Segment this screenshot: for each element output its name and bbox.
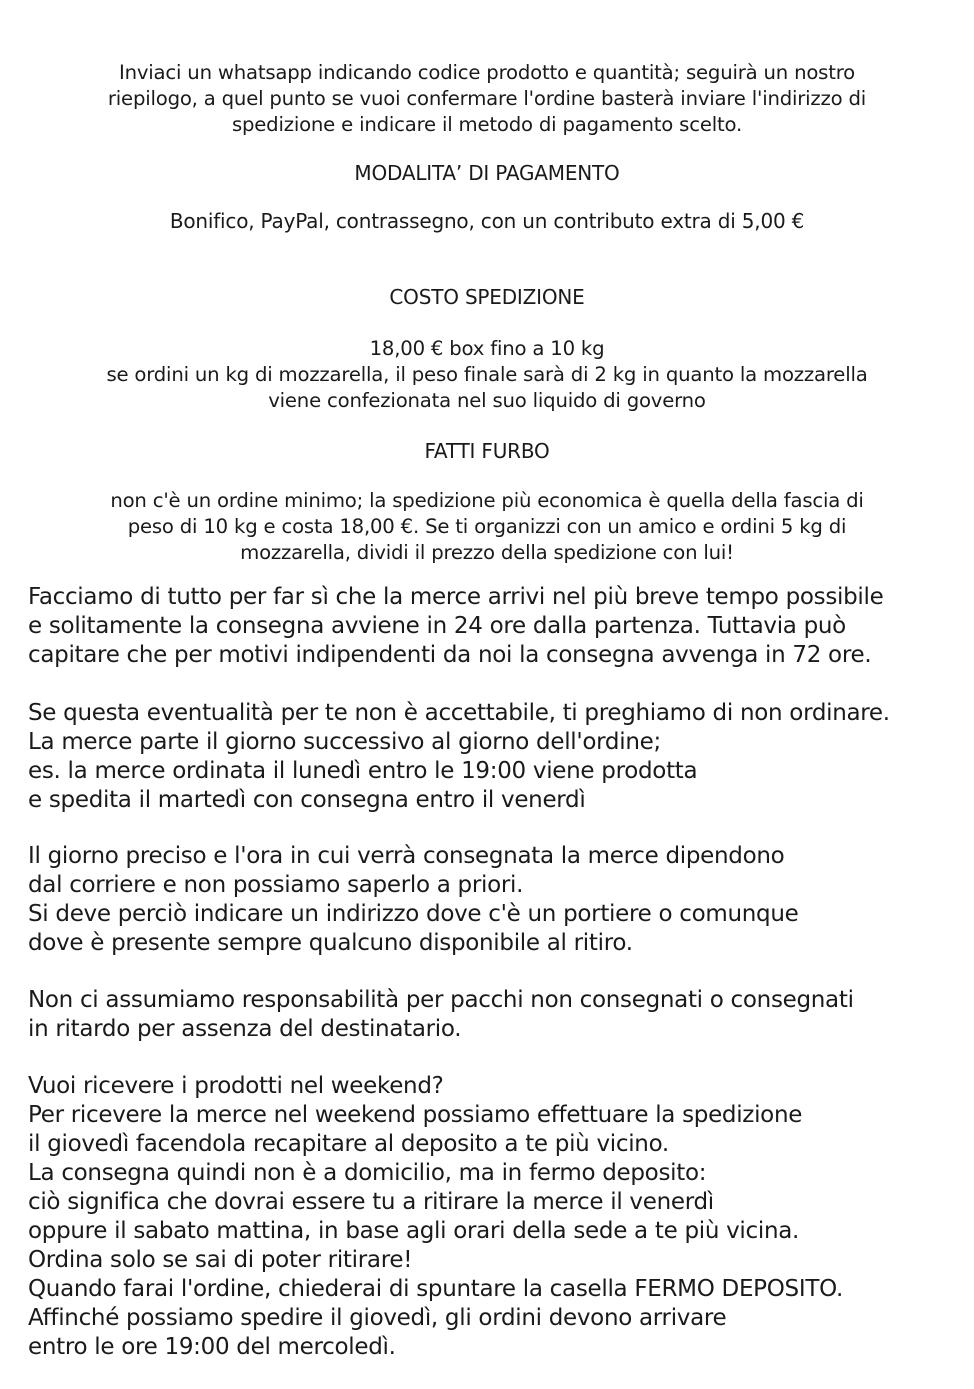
shipping-line: viene confezionata nel suo liquido di governo [268, 389, 706, 412]
delivery-line: Si deve perciò indicare un indirizzo dove c'è un portiere o comunque [28, 901, 799, 927]
delivery-line: La consegna quindi non è a domicilio, ma in fermo deposito: [28, 1160, 707, 1186]
intro-line: spedizione e indicare il metodo di pagamento scelto. [231, 113, 743, 136]
delivery-line: Facciamo di tutto per far sì che la merce arrivi nel più breve tempo possibile [28, 584, 884, 610]
shipping-heading: COSTO SPEDIZIONE [389, 285, 585, 309]
delivery-line: e spedita il martedì con consegna entro il venerdì [28, 787, 586, 813]
delivery-line: Affinché possiamo spedire il giovedì, gli ordini devono arrivare [28, 1305, 727, 1331]
intro-line: Inviaci un whatsapp indicando codice prodotto e quantità; seguirà un nostro [119, 61, 855, 84]
tip-line: mozzarella, dividi il prezzo della spedizione con lui! [240, 541, 734, 564]
delivery-line: dal corriere e non possiamo saperlo a priori. [28, 872, 524, 898]
delivery-paragraph-5 [28, 1072, 968, 1362]
shipping-paragraph [0, 336, 974, 414]
delivery-line: il giovedì facendola recapitare al deposito a te più vicino. [28, 1131, 669, 1157]
delivery-paragraph-4 [28, 986, 968, 1044]
tip-line: peso di 10 kg e costa 18,00 €. Se ti organizzi con un amico e ordini 5 kg di [127, 515, 847, 538]
delivery-line: e solitamente la consegna avviene in 24 ore dalla partenza. Tuttavia può [28, 613, 846, 639]
payment-heading: MODALITA’ DI PAGAMENTO [354, 161, 620, 185]
delivery-line: Se questa eventualità per te non è accettabile, ti preghiamo di non ordinare. [28, 700, 890, 726]
delivery-line: Non ci assumiamo responsabilità per pacchi non consegnati o consegnati [28, 987, 854, 1013]
delivery-line: Per ricevere la merce nel weekend possiamo effettuare la spedizione [28, 1102, 803, 1128]
intro-paragraph [0, 60, 974, 138]
tip-line: non c'è un ordine minimo; la spedizione più economica è quella della fascia di [110, 489, 864, 512]
shipping-line: 18,00 € box fino a 10 kg [369, 337, 605, 360]
delivery-line: capitare che per motivi indipendenti da noi la consegna avvenga in 72 ore. [28, 642, 872, 668]
delivery-line: entro le ore 19:00 del mercoledì. [28, 1334, 396, 1360]
delivery-line: Quando farai l'ordine, chiederai di spuntare la casella FERMO DEPOSITO. [28, 1276, 843, 1302]
intro-line: riepilogo, a quel punto se vuoi confermare l'ordine basterà inviare l'indirizzo di [107, 87, 867, 110]
shipping-line: se ordini un kg di mozzarella, il peso finale sarà di 2 kg in quanto la mozzarella [106, 363, 868, 386]
delivery-line: Ordina solo se sai di poter ritirare! [28, 1247, 413, 1273]
delivery-paragraph-1 [28, 583, 968, 670]
delivery-line: in ritardo per assenza del destinatario. [28, 1016, 462, 1042]
delivery-line: oppure il sabato mattina, in base agli orari della sede a te più vicina. [28, 1218, 800, 1244]
delivery-line: es. la merce ordinata il lunedì entro le 19:00 viene prodotta [28, 758, 698, 784]
delivery-line: ciò significa che dovrai essere tu a ritirare la merce il venerdì [28, 1189, 714, 1215]
delivery-paragraph-2 [28, 699, 968, 815]
tip-heading: FATTI FURBO [424, 439, 550, 463]
payment-text: Bonifico, PayPal, contrassegno, con un contributo extra di 5,00 € [169, 209, 805, 233]
delivery-paragraph-3 [28, 842, 968, 958]
delivery-line: Vuoi ricevere i prodotti nel weekend? [28, 1073, 444, 1099]
delivery-line: La merce parte il giorno successivo al giorno dell'ordine; [28, 729, 661, 755]
delivery-line: Il giorno preciso e l'ora in cui verrà consegnata la merce dipendono [28, 843, 785, 869]
tip-paragraph [0, 488, 974, 566]
delivery-line: dove è presente sempre qualcuno disponibile al ritiro. [28, 930, 633, 956]
